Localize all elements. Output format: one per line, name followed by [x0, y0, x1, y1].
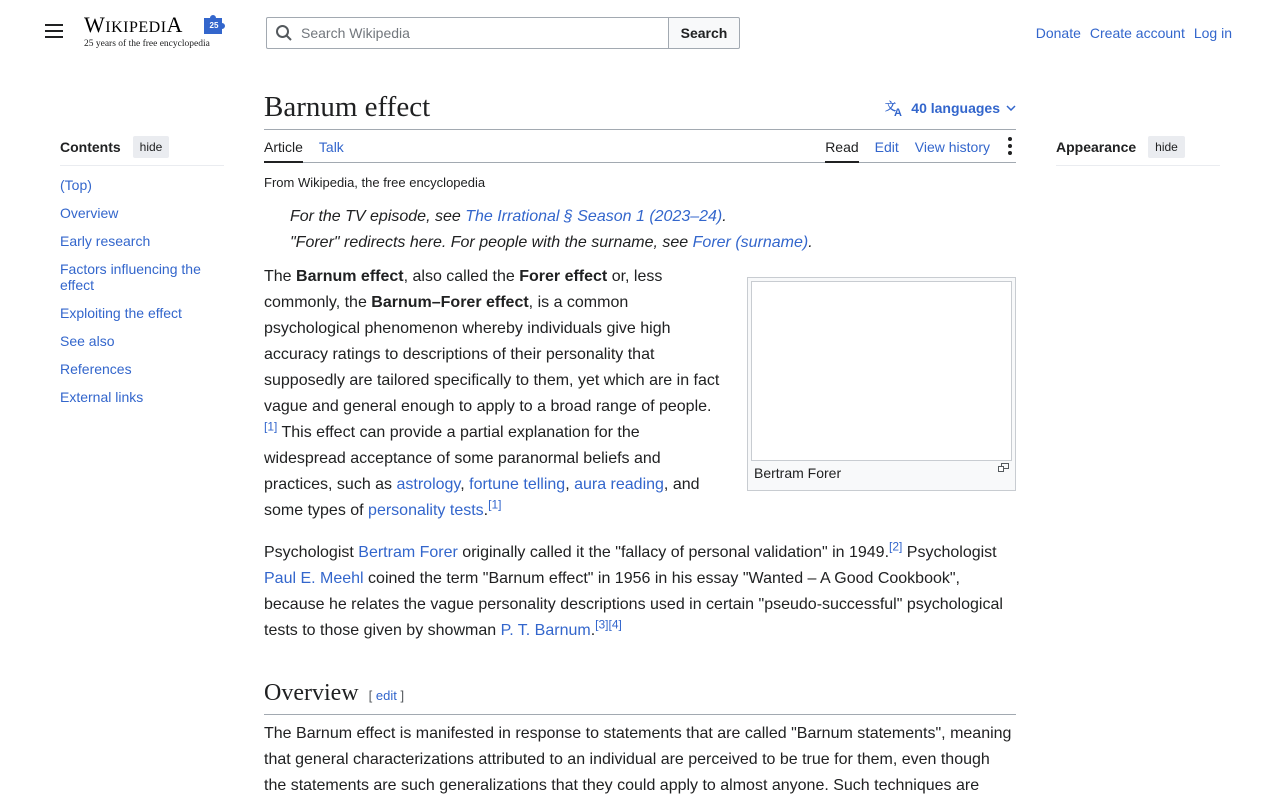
toc-item-early-research[interactable]: Early research [60, 233, 151, 249]
hamburger-line [45, 30, 63, 32]
hatnote-link-forer-surname[interactable]: Forer (surname) [692, 234, 809, 251]
citation-link[interactable]: [1] [488, 497, 502, 512]
wikipedia-logo[interactable] [84, 12, 234, 54]
appearance-hide-button[interactable]: hide [1148, 136, 1185, 158]
main-menu-button[interactable] [40, 20, 68, 46]
site-subtitle: From Wikipedia, the free encyclopedia [264, 175, 486, 190]
tab-view-history[interactable]: View history [914, 139, 990, 155]
search-button[interactable]: Search [669, 17, 740, 49]
log-in-link[interactable]: Log in [1193, 25, 1232, 41]
link-bertram-forer[interactable]: Bertram Forer [358, 544, 458, 561]
tab-talk[interactable]: Talk [318, 139, 344, 155]
search-input[interactable] [301, 25, 661, 41]
more-tools-icon[interactable] [1004, 130, 1016, 162]
infobox-figure [747, 277, 1016, 491]
hamburger-line [45, 36, 63, 38]
citation-link[interactable]: [2] [889, 539, 903, 554]
user-links [1036, 25, 1232, 41]
search-icon [275, 24, 293, 42]
citation-link[interactable]: [4] [608, 617, 622, 632]
hatnote-link-irrational[interactable]: The Irrational § Season 1 (2023–24) [465, 208, 723, 225]
section-heading-overview [264, 678, 1016, 715]
svg-text:25: 25 [209, 21, 219, 30]
link-personality-tests[interactable]: personality tests [368, 502, 484, 519]
appearance-title: Appearance [1056, 139, 1137, 155]
history-paragraph: Psychologist Bertram Forer originally called it the "fallacy of personal validation" in 1949.[2] Psychologist Paul E. Meehl coined the term "Barnum effect" in 1956 in his essay "Wanted – A Good Cookbook", because he relates the vague personality descriptions used in certain "pseudo-successful" psychological tests to those given by showman P. T. Barnum.[3][4] [264, 539, 1003, 639]
figure-caption: Bertram Forer [754, 465, 842, 481]
toc-item-top[interactable]: (Top) [60, 177, 92, 193]
hamburger-line [45, 24, 63, 26]
edit-section-link[interactable]: edit [375, 688, 397, 703]
toc-title: Contents [60, 139, 121, 155]
link-pt-barnum[interactable]: P. T. Barnum [500, 622, 591, 639]
link-fortune-telling[interactable]: fortune telling [469, 476, 566, 493]
puzzle-badge-icon [202, 12, 226, 34]
language-button[interactable] [885, 99, 1016, 117]
toc-hide-button[interactable]: hide [133, 136, 170, 158]
search-form [266, 17, 740, 49]
enlarge-icon[interactable] [998, 463, 1009, 472]
page-title: Barnum effect [264, 91, 431, 123]
hatnote: For the TV episode, see The Irrational § Season 1 (2023–24). "Forer" redirects here. For people with the surname, see Forer (surname). [290, 208, 813, 251]
translate-icon [885, 99, 905, 117]
toc-item-external-links[interactable]: External links [60, 389, 144, 405]
section-title: Overview [264, 680, 359, 706]
overview-paragraph: The Barnum effect is manifested in response to statements that are called "Barnum statements", meaning that general characterizations attributed to an individual are perceived to be true for them, even though the statements are such generalizations that they could apply to almost anyone. Such techniques are [264, 725, 1012, 794]
link-paul-meehl[interactable]: Paul E. Meehl [264, 570, 364, 587]
chevron-down-icon [1006, 105, 1016, 111]
portrait-image[interactable] [751, 281, 1012, 461]
link-aura-reading[interactable]: aura reading [574, 476, 664, 493]
tab-article[interactable]: Article [264, 130, 303, 163]
link-astrology[interactable]: astrology [396, 476, 461, 493]
tab-edit[interactable]: Edit [874, 139, 899, 155]
tab-read[interactable]: Read [825, 130, 858, 163]
toc-item-overview[interactable]: Overview [60, 205, 119, 221]
citation-link[interactable]: [1] [264, 419, 278, 434]
section-edit: [ edit ] [368, 688, 405, 703]
lead-paragraph: The Barnum effect, also called the Forer effect or, less commonly, the Barnum–Forer effect, is a common psychological phenomenon whereby individuals give high accuracy ratings to descriptions of their personality that supposedly are tailored specifically to them, yet which are in fact vague and general enough to apply to a broad range of people.[1] This effect can provide a partial explanation for the widespread acceptance of some paranormal beliefs and practices, such as astrology, fortune telling, aura reading, and some types of personality tests.[1] [264, 268, 720, 519]
logo-tagline: 25 years of the free encyclopedia [84, 39, 210, 49]
search-field[interactable] [266, 17, 669, 49]
toc-item-factors[interactable]: Factors influencing the effect [60, 261, 201, 293]
toc-item-exploiting[interactable]: Exploiting the effect [60, 305, 182, 321]
toc-item-see-also[interactable]: See also [60, 333, 115, 349]
page-tabs [264, 130, 1016, 163]
toc-item-references[interactable]: References [60, 361, 132, 377]
create-account-link[interactable]: Create account [1089, 25, 1185, 41]
table-of-contents [60, 136, 224, 417]
svg-text:A: A [894, 107, 903, 117]
article-content [264, 88, 1016, 799]
donate-link[interactable]: Donate [1035, 25, 1081, 41]
language-count: 40 languages [911, 100, 1000, 116]
citation-link[interactable]: [3] [595, 617, 609, 632]
svg-text:文: 文 [885, 100, 897, 113]
appearance-panel [1056, 136, 1220, 166]
logo-wordmark: WIKIPEDIA [84, 12, 183, 37]
